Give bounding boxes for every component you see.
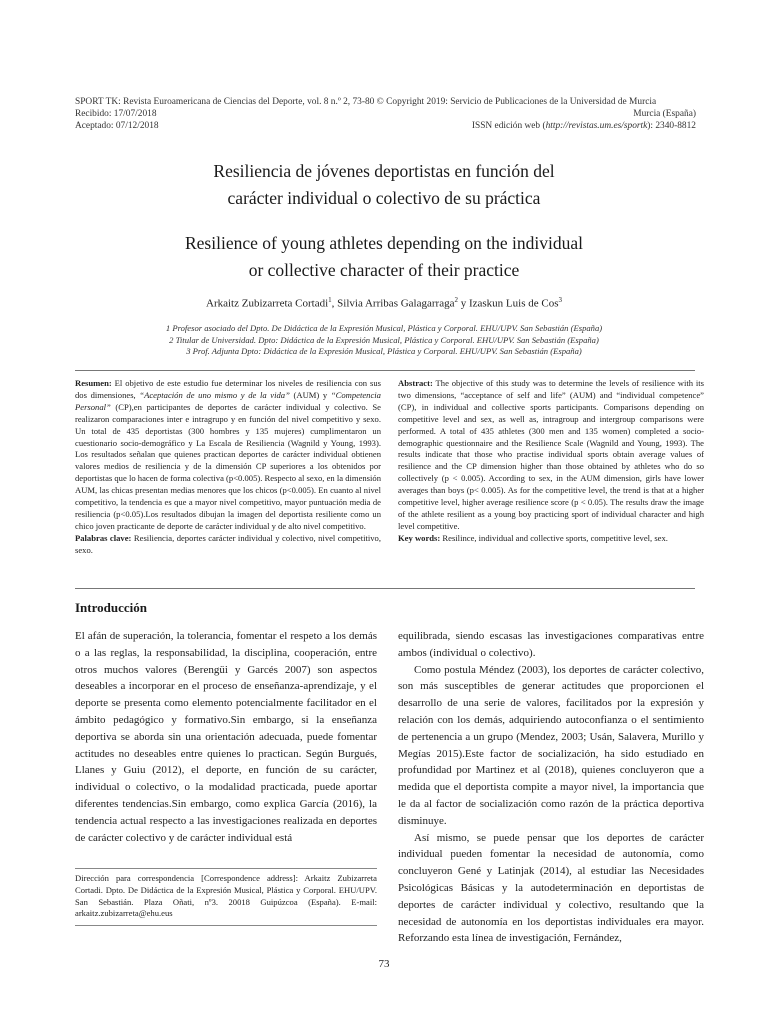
abstract-top-divider <box>75 370 695 371</box>
body-left-column <box>75 628 377 846</box>
section-title: Introducción <box>75 600 147 615</box>
paragraph: Como postula Méndez (2003), los deportes de carácter colectivo, son más susceptibles de generar actitudes que proporcionen el desarrollo de una serie de valores, facilitados por la expresión y relación con los demás, adquiriendo autoconfianza o el sentimiento de pertenencia a un grupo (Mendez, 2003; Usán, Salavera, Murillo y Megías 2015).Este factor de socialización, ha sido estudiado en profundidad por Martinez et al (2018), quienes concluyeron que a medida que el deportista compite a mayor nivel, la importancia que le da al factor de socialización como razón de la práctica deportiva disminuye. <box>398 663 704 827</box>
abstract-bottom-divider <box>75 588 695 589</box>
affiliations <box>0 323 768 358</box>
location: Murcia (España) <box>633 109 696 119</box>
received-date: Recibido: 17/07/2018 <box>75 109 157 119</box>
affiliation-3: 3 Prof. Adjunta Dpto: Didáctica de la Expresión Musical, Plástica y Corporal. EHU/UPV. San Sebastián (España) <box>186 346 582 356</box>
affiliation-2: 2 Titular de Universidad. Dpto: Didáctica de la Expresión Musical, Plástica y Corporal. EHU/UPV. San Sebastián (España) <box>169 334 599 345</box>
paragraph: equilibrada, siendo escasas las investigaciones comparativas entre ambos (individual o colectivo). <box>398 630 704 659</box>
accepted-date: Aceptado: 07/12/2018 <box>75 121 159 131</box>
affiliation-1: 1 Profesor asociado del Dpto. De Didáctica de la Expresión Musical, Plástica y Corporal. EHU/UPV. San Sebastián (España) <box>165 323 603 333</box>
paragraph: El afán de superación, la tolerancia, fomentar el respeto a los demás o a las reglas, la responsabilidad, la disciplina, cooperación, entre otros muchos valores (Berengüi y Garcés 2007) son aspectos deseables a incorporar en el proceso de enseñanza-aprendizaje, y el deporte se presenta como elemento potencialmente facilitador en el ámbito pedagógico y formativo.Sin embargo, si la enseñanza deportiva se aborda sin una orientación adecuada, puede fomentar actitudes no deseables entre quienes lo practican. Según Burgués, Llanes y Guiu (2012), el deporte, en función de su carácter, individual o colectivo, o la modalidad practicada, puede aportar diferentes tendencias.Sin embargo, como explica García (2016), la tendencia actual respecto a las investigaciones realizada en deportes de carácter colectivo y de carácter individual está <box>75 630 377 844</box>
paragraph: Así mismo, se puede pensar que los deportes de carácter individual pueden fomentar la necesidad de autonomía, como concluyeron Gené y Latinjak (2014), al estudiar las Necesidades Psicológicas Básicas y la autodeterminación en deportistas de deportes de carácter individual y colectivo, resultando que la necesidad de autonomía en los deportistas individuales era mayor. Reforzando esta línea de investigación, Fernández, <box>398 831 704 945</box>
authors: Arkaitz Zubizarreta Cortadi$^1$, Silvia Arribas Galagarraga$^2$ y Izaskun Luis de Cos$^3$ <box>206 296 562 310</box>
title-en: Resilience of young athletes depending on the individual or collective character of their practice <box>184 233 584 280</box>
issn-url-link[interactable]: http://revistas.um.es/sportk <box>545 121 648 131</box>
keywords-english: Key words: Resilince, individual and collective sports, competitive level, sex. <box>398 532 668 543</box>
title-es: Resiliencia de jóvenes deportistas en función del carácter individual o colectivo de su práctica <box>213 161 555 208</box>
abstract-english: Abstract: The objective of this study was to determine the levels of resilience with its two dimensions, “acceptance of self and life” (AUM) and “individual competence” (CP), in individual and collective sports participants. Comparisons depending on competitive level and sex, as well as, intragroup and intergroup comparisons were performed. A total of 435 athletes (300 men and 135 women) completed a socio-demographic questionnaire and the Resilience Scale (Wagnild and Young, 1993). The results indicate that those who practise individual sports obtain average values of resilience and the CP dimension higher than those obtained by athletes who do so collectively (p < 0.005). According to sex, in the AUM dimension, girls have lower averages than boys (p< 0.005). As for the competitive level, the trend is that at a higher competitive level, higher average resilience score (p < 0.05). The results draw the image of the athlete resilient as a young boy practicing sport of individual character and high level competitive. Key words: Resilince, individual and collective sports, competitive level, sex. <box>398 378 704 543</box>
keywords-spanish: Palabras clave: Resiliencia, deportes carácter individual y colectivo, nivel competitivo, sexo. <box>75 532 381 555</box>
abstract-spanish: Resumen: El objetivo de este estudio fue determinar los niveles de resiliencia con sus dos dimensiones, “Aceptación de uno mismo y de la vida” (AUM) y “Competencia Personal” (CP),en participantes de deportes de carácter individual y colectivo. Se realizaron comparaciones inter e intragrupo y en función del nivel competitivo y sexo. Un total de 435 deportistas (300 hombres y 135 mujeres) cumplimentaron un cuestionario socio-demográfico y La Escala de Resiliencia (Wagnild y Young, 1993). Los resultados señalan que quienes practican deportes de carácter individual obtienen valores medios de resiliencia y de la dimensión CP superiores a los obtenidos por deportistas que lo hacen de forma colectiva (p<0.005). Respecto al sexo, en la dimensión AUM, las chicas presentan medias menores que los chicos (p<0.005). En cuanto al nivel competitivo, la tendencia es que a mayor nivel competitivo, mayor puntuación media de resiliencia (p<0.05).Los resultados dibujan la imagen del deportista resiliente como un chico joven practicante de deporte de carácter individual y de alto nivel competitivo. Palabras clave: Resiliencia, deportes carácter individual y colectivo, nivel competitivo, sexo. <box>75 378 382 555</box>
correspondence-box: Dirección para correspondencia [Correspondence address]: Arkaitz Zubizarreta Cortadi. Dpto. De Didáctica de la Expresión Musical, Plástica y Corporal. EHU/UPV. San Sebastián. Plaza Oñati, nº3. 20018 Guipúzcoa (España). E-mail: arkaitz.zubizarreta@ehu.eus <box>75 868 377 926</box>
page-number: 73 <box>378 958 390 970</box>
body-right-column <box>398 628 704 947</box>
issn-line: ISSN edición web (http://revistas.um.es/sportk): 2340-8812 <box>471 121 696 131</box>
journal-line: SPORT TK: Revista Euroamericana de Ciencias del Deporte, vol. 8 n.º 2, 73-80 © Copyright 2019: Servicio de Publicaciones de la Universidad de Murcia <box>75 97 657 107</box>
